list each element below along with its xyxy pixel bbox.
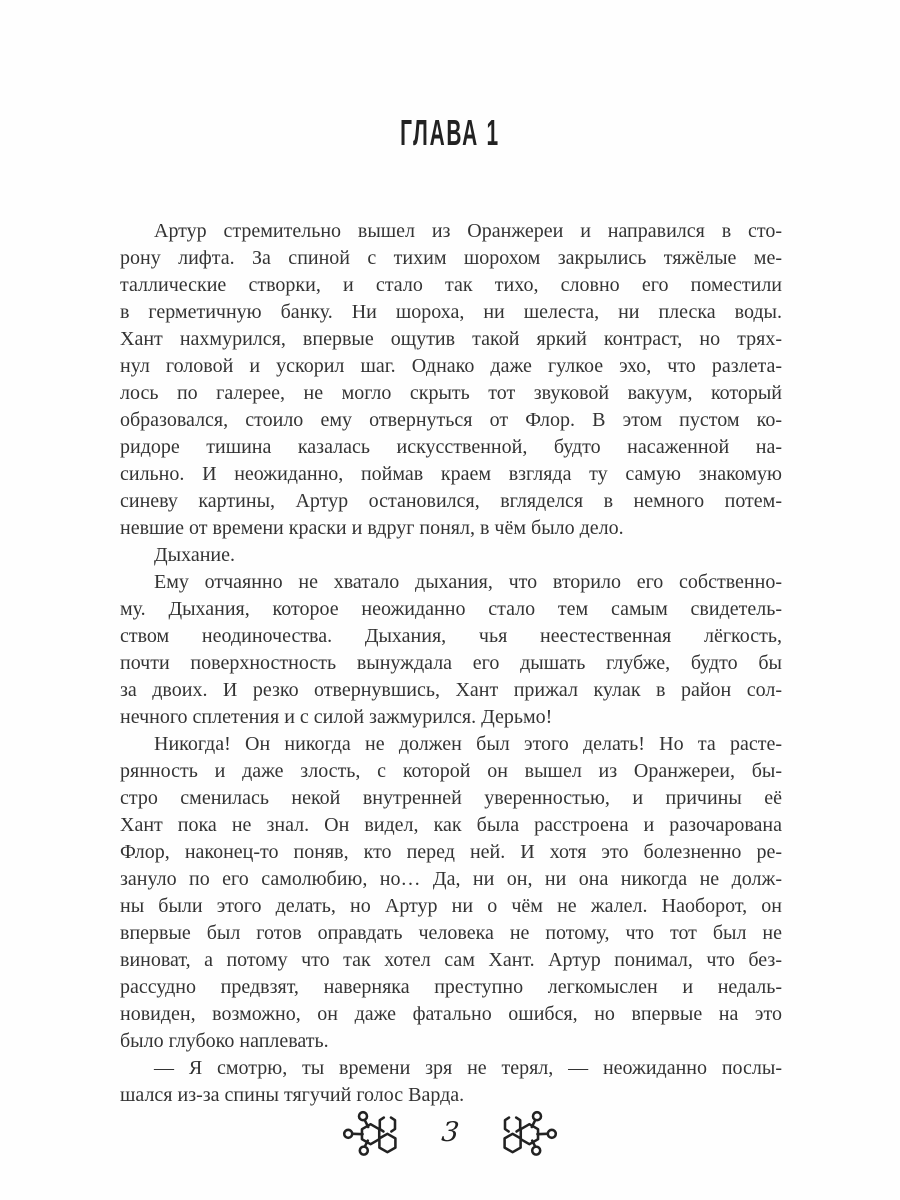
text-line: му. Дыхания, которое неожиданно стало тем самым свидетель- — [120, 598, 782, 620]
paragraph — [120, 218, 782, 542]
molecule-right-icon — [487, 1098, 567, 1180]
text-line: за двоих. И резко отвернувшись, Хант прижал кулак в район сол- — [120, 679, 782, 701]
text-line: Флор, наконец-то поняв, кто перед ней. И хотя это болезненно ре- — [120, 841, 782, 863]
page-number: 3 — [440, 1116, 461, 1148]
page-footer — [0, 1098, 900, 1180]
paragraph — [120, 569, 782, 731]
paragraph — [120, 542, 782, 569]
text-line: впервые был готов оправдать человека не потому, что тот был не — [120, 922, 782, 944]
text-line: ны были этого делать, но Артур ни о чём не жалел. Наоборот, он — [120, 895, 782, 917]
text-line: рянность и даже злость, с которой он вышел из Оранжереи, бы- — [120, 760, 782, 782]
text-line: рассудно предвзят, наверняка преступно легкомыслен и недаль- — [120, 976, 782, 998]
text-line: шался из-за спины тягучий голос Варда. — [120, 1084, 465, 1106]
text-line: лось по галерее, не могло скрыть тот звуковой вакуум, который — [120, 382, 782, 404]
text-line: Хант пока не знал. Он видел, как была расстроена и разочарована — [120, 814, 782, 836]
text-line: ридоре тишина казалась искусственной, будто насаженной на- — [120, 436, 782, 458]
text-line: в герметичную банку. Ни шороха, ни шелеста, ни плеска воды. — [120, 301, 782, 323]
text-line: Артур стремительно вышел из Оранжереи и направился в сто- — [154, 220, 782, 242]
text-line: было глубоко наплевать. — [120, 1030, 329, 1052]
body-text — [120, 218, 782, 1109]
text-line: Никогда! Он никогда не должен был этого делать! Но та расте- — [154, 733, 782, 755]
molecule-glyph — [504, 1112, 555, 1154]
text-line: Дыхание. — [154, 544, 235, 566]
chapter-heading: ГЛАВА 1 — [400, 112, 500, 153]
text-line: почти поверхностность вынуждала его дышать глубже, будто бы — [120, 652, 782, 674]
molecule-left-icon — [333, 1098, 413, 1180]
text-line: рону лифта. За спиной с тихим шорохом закрылись тяжёлые ме- — [120, 247, 782, 269]
text-line: стро сменилась некой внутренней уверенностью, и причины её — [120, 787, 782, 809]
text-line: зануло по его самолюбию, но… Да, ни он, ни она никогда не долж- — [120, 868, 782, 890]
text-line: синеву картины, Артур остановился, вгляделся в немного потем- — [120, 490, 782, 512]
text-line: сильно. И неожиданно, поймав краем взгляда ту самую знакомую — [120, 463, 782, 485]
text-line: виноват, а потому что так хотел сам Хант. Артур понимал, что без- — [120, 949, 782, 971]
paragraph — [120, 731, 782, 1055]
text-line: Ему отчаянно не хватало дыхания, что вторило его собственно- — [154, 571, 782, 593]
text-line: Хант нахмурился, впервые ощутив такой яркий контраст, но трях- — [120, 328, 782, 350]
text-line: нечного сплетения и с силой зажмурился. Дерьмо! — [120, 706, 553, 728]
molecule-glyph — [345, 1112, 396, 1154]
text-line: — Я смотрю, ты времени зря не терял, — неожиданно послы- — [154, 1057, 782, 1079]
text-line: образовался, стоило ему отвернуться от Флор. В этом пустом ко- — [120, 409, 782, 431]
text-line: нул головой и ускорил шаг. Однако даже гулкое эхо, что разлета- — [120, 355, 782, 377]
text-line: новиден, возможно, он даже фатально ошибся, но впервые на это — [120, 1003, 782, 1025]
text-line: таллические створки, и стало так тихо, словно его поместили — [120, 274, 782, 296]
text-line: невшие от времени краски и вдруг понял, в чём было дело. — [120, 517, 624, 539]
text-line: ством неодиночества. Дыхания, чья неестественная лёгкость, — [120, 625, 782, 647]
